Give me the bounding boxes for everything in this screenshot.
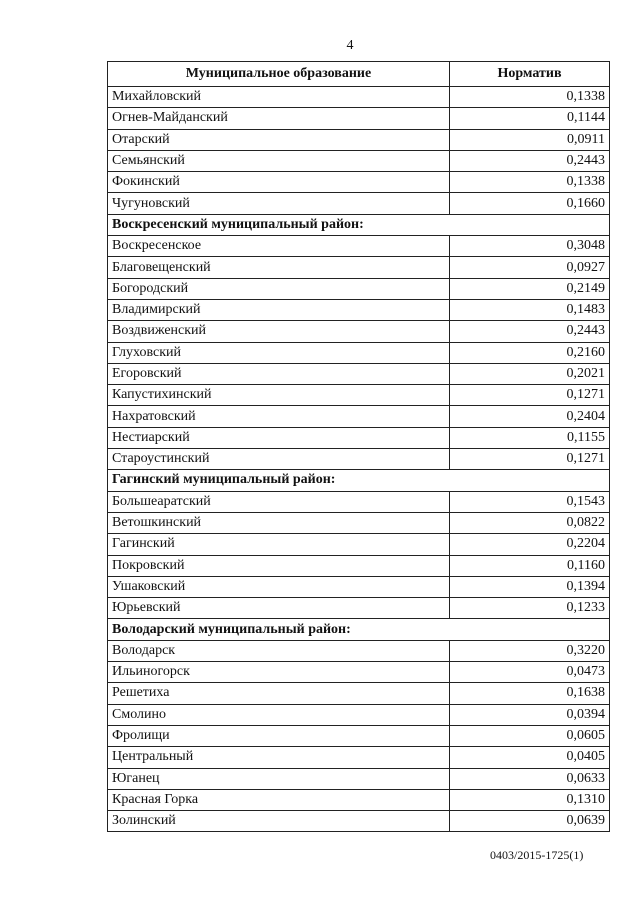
municipality-name: Фокинский	[108, 172, 450, 193]
table-row	[108, 789, 610, 810]
table-row	[108, 342, 610, 363]
normative-value: 0,1310	[450, 789, 610, 810]
normative-value: 0,1271	[450, 385, 610, 406]
column-header-normative: Норматив	[450, 62, 610, 87]
municipality-name: Глуховский	[108, 342, 450, 363]
table-row	[108, 768, 610, 789]
normative-value: 0,1660	[450, 193, 610, 214]
table-row	[108, 512, 610, 533]
table-row	[108, 449, 610, 470]
municipality-name: Староустинский	[108, 449, 450, 470]
municipality-name: Нестиарский	[108, 427, 450, 448]
document-number: 0403/2015-1725(1)	[490, 848, 584, 862]
normative-value: 0,2149	[450, 278, 610, 299]
normative-value: 0,1338	[450, 172, 610, 193]
table-row	[108, 662, 610, 683]
table-row	[108, 385, 610, 406]
municipality-name: Благовещенский	[108, 257, 450, 278]
table-row	[108, 108, 610, 129]
normative-value: 0,1233	[450, 598, 610, 619]
municipality-name: Ильиногорск	[108, 662, 450, 683]
normative-value: 0,0633	[450, 768, 610, 789]
municipality-name: Семьянский	[108, 150, 450, 171]
normative-value: 0,1271	[450, 449, 610, 470]
municipality-name: Решетиха	[108, 683, 450, 704]
municipality-name: Покровский	[108, 555, 450, 576]
table-row	[108, 747, 610, 768]
normative-value: 0,0911	[450, 129, 610, 150]
table-row	[108, 363, 610, 384]
normative-value: 0,0927	[450, 257, 610, 278]
table-row	[108, 491, 610, 512]
municipality-name: Ветошкинский	[108, 512, 450, 533]
normative-table	[107, 61, 610, 832]
normative-value: 0,1338	[450, 87, 610, 108]
table-body	[108, 87, 610, 832]
municipality-name: Нахратовский	[108, 406, 450, 427]
municipality-name: Михайловский	[108, 87, 450, 108]
table-row	[108, 406, 610, 427]
municipality-name: Чугуновский	[108, 193, 450, 214]
normative-value: 0,1160	[450, 555, 610, 576]
municipality-name: Капустихинский	[108, 385, 450, 406]
table-row	[108, 257, 610, 278]
normative-value: 0,2021	[450, 363, 610, 384]
municipality-name: Большеаратский	[108, 491, 450, 512]
table-row	[108, 427, 610, 448]
table-row	[108, 811, 610, 832]
municipality-name: Ушаковский	[108, 576, 450, 597]
municipality-name: Огнев-Майданский	[108, 108, 450, 129]
normative-value: 0,2404	[450, 406, 610, 427]
normative-value: 0,1638	[450, 683, 610, 704]
normative-value: 0,1144	[450, 108, 610, 129]
normative-value: 0,0605	[450, 725, 610, 746]
table-row	[108, 321, 610, 342]
table-row	[108, 725, 610, 746]
table-row	[108, 172, 610, 193]
section-row	[108, 470, 610, 491]
table-row	[108, 598, 610, 619]
normative-value: 0,0405	[450, 747, 610, 768]
municipality-name: Золинский	[108, 811, 450, 832]
normative-value: 0,0473	[450, 662, 610, 683]
table-row	[108, 555, 610, 576]
municipality-name: Смолино	[108, 704, 450, 725]
municipality-name: Отарский	[108, 129, 450, 150]
municipality-name: Егоровский	[108, 363, 450, 384]
municipality-name: Богородский	[108, 278, 450, 299]
page-number: 4	[346, 38, 354, 53]
normative-value: 0,0822	[450, 512, 610, 533]
table-row	[108, 299, 610, 320]
normative-value: 0,2160	[450, 342, 610, 363]
normative-value: 0,2204	[450, 534, 610, 555]
municipality-name: Красная Горка	[108, 789, 450, 810]
municipality-name: Воскресенское	[108, 236, 450, 257]
section-row	[108, 214, 610, 235]
column-header-municipality: Муниципальное образование	[108, 62, 450, 87]
normative-value: 0,2443	[450, 150, 610, 171]
section-title: Гагинский муниципальный район:	[108, 470, 610, 491]
section-row	[108, 619, 610, 640]
normative-value: 0,0394	[450, 704, 610, 725]
normative-value: 0,1543	[450, 491, 610, 512]
municipality-name: Воздвиженский	[108, 321, 450, 342]
section-title: Володарский муниципальный район:	[108, 619, 610, 640]
normative-value: 0,1155	[450, 427, 610, 448]
normative-value: 0,2443	[450, 321, 610, 342]
table-row	[108, 87, 610, 108]
table-row	[108, 534, 610, 555]
table-row	[108, 683, 610, 704]
municipality-name: Юганец	[108, 768, 450, 789]
normative-value: 0,0639	[450, 811, 610, 832]
table-row	[108, 640, 610, 661]
table-header-row	[108, 62, 610, 87]
municipality-name: Юрьевский	[108, 598, 450, 619]
normative-value: 0,3048	[450, 236, 610, 257]
municipality-name: Гагинский	[108, 534, 450, 555]
municipality-name: Центральный	[108, 747, 450, 768]
table-row	[108, 576, 610, 597]
municipality-name: Владимирский	[108, 299, 450, 320]
table-row	[108, 150, 610, 171]
municipality-name: Володарск	[108, 640, 450, 661]
normative-value: 0,3220	[450, 640, 610, 661]
section-title: Воскресенский муниципальный район:	[108, 214, 610, 235]
table-row	[108, 236, 610, 257]
table-row	[108, 704, 610, 725]
table-row	[108, 278, 610, 299]
municipality-name: Фролищи	[108, 725, 450, 746]
normative-value: 0,1394	[450, 576, 610, 597]
normative-value: 0,1483	[450, 299, 610, 320]
table-row	[108, 129, 610, 150]
table-row	[108, 193, 610, 214]
